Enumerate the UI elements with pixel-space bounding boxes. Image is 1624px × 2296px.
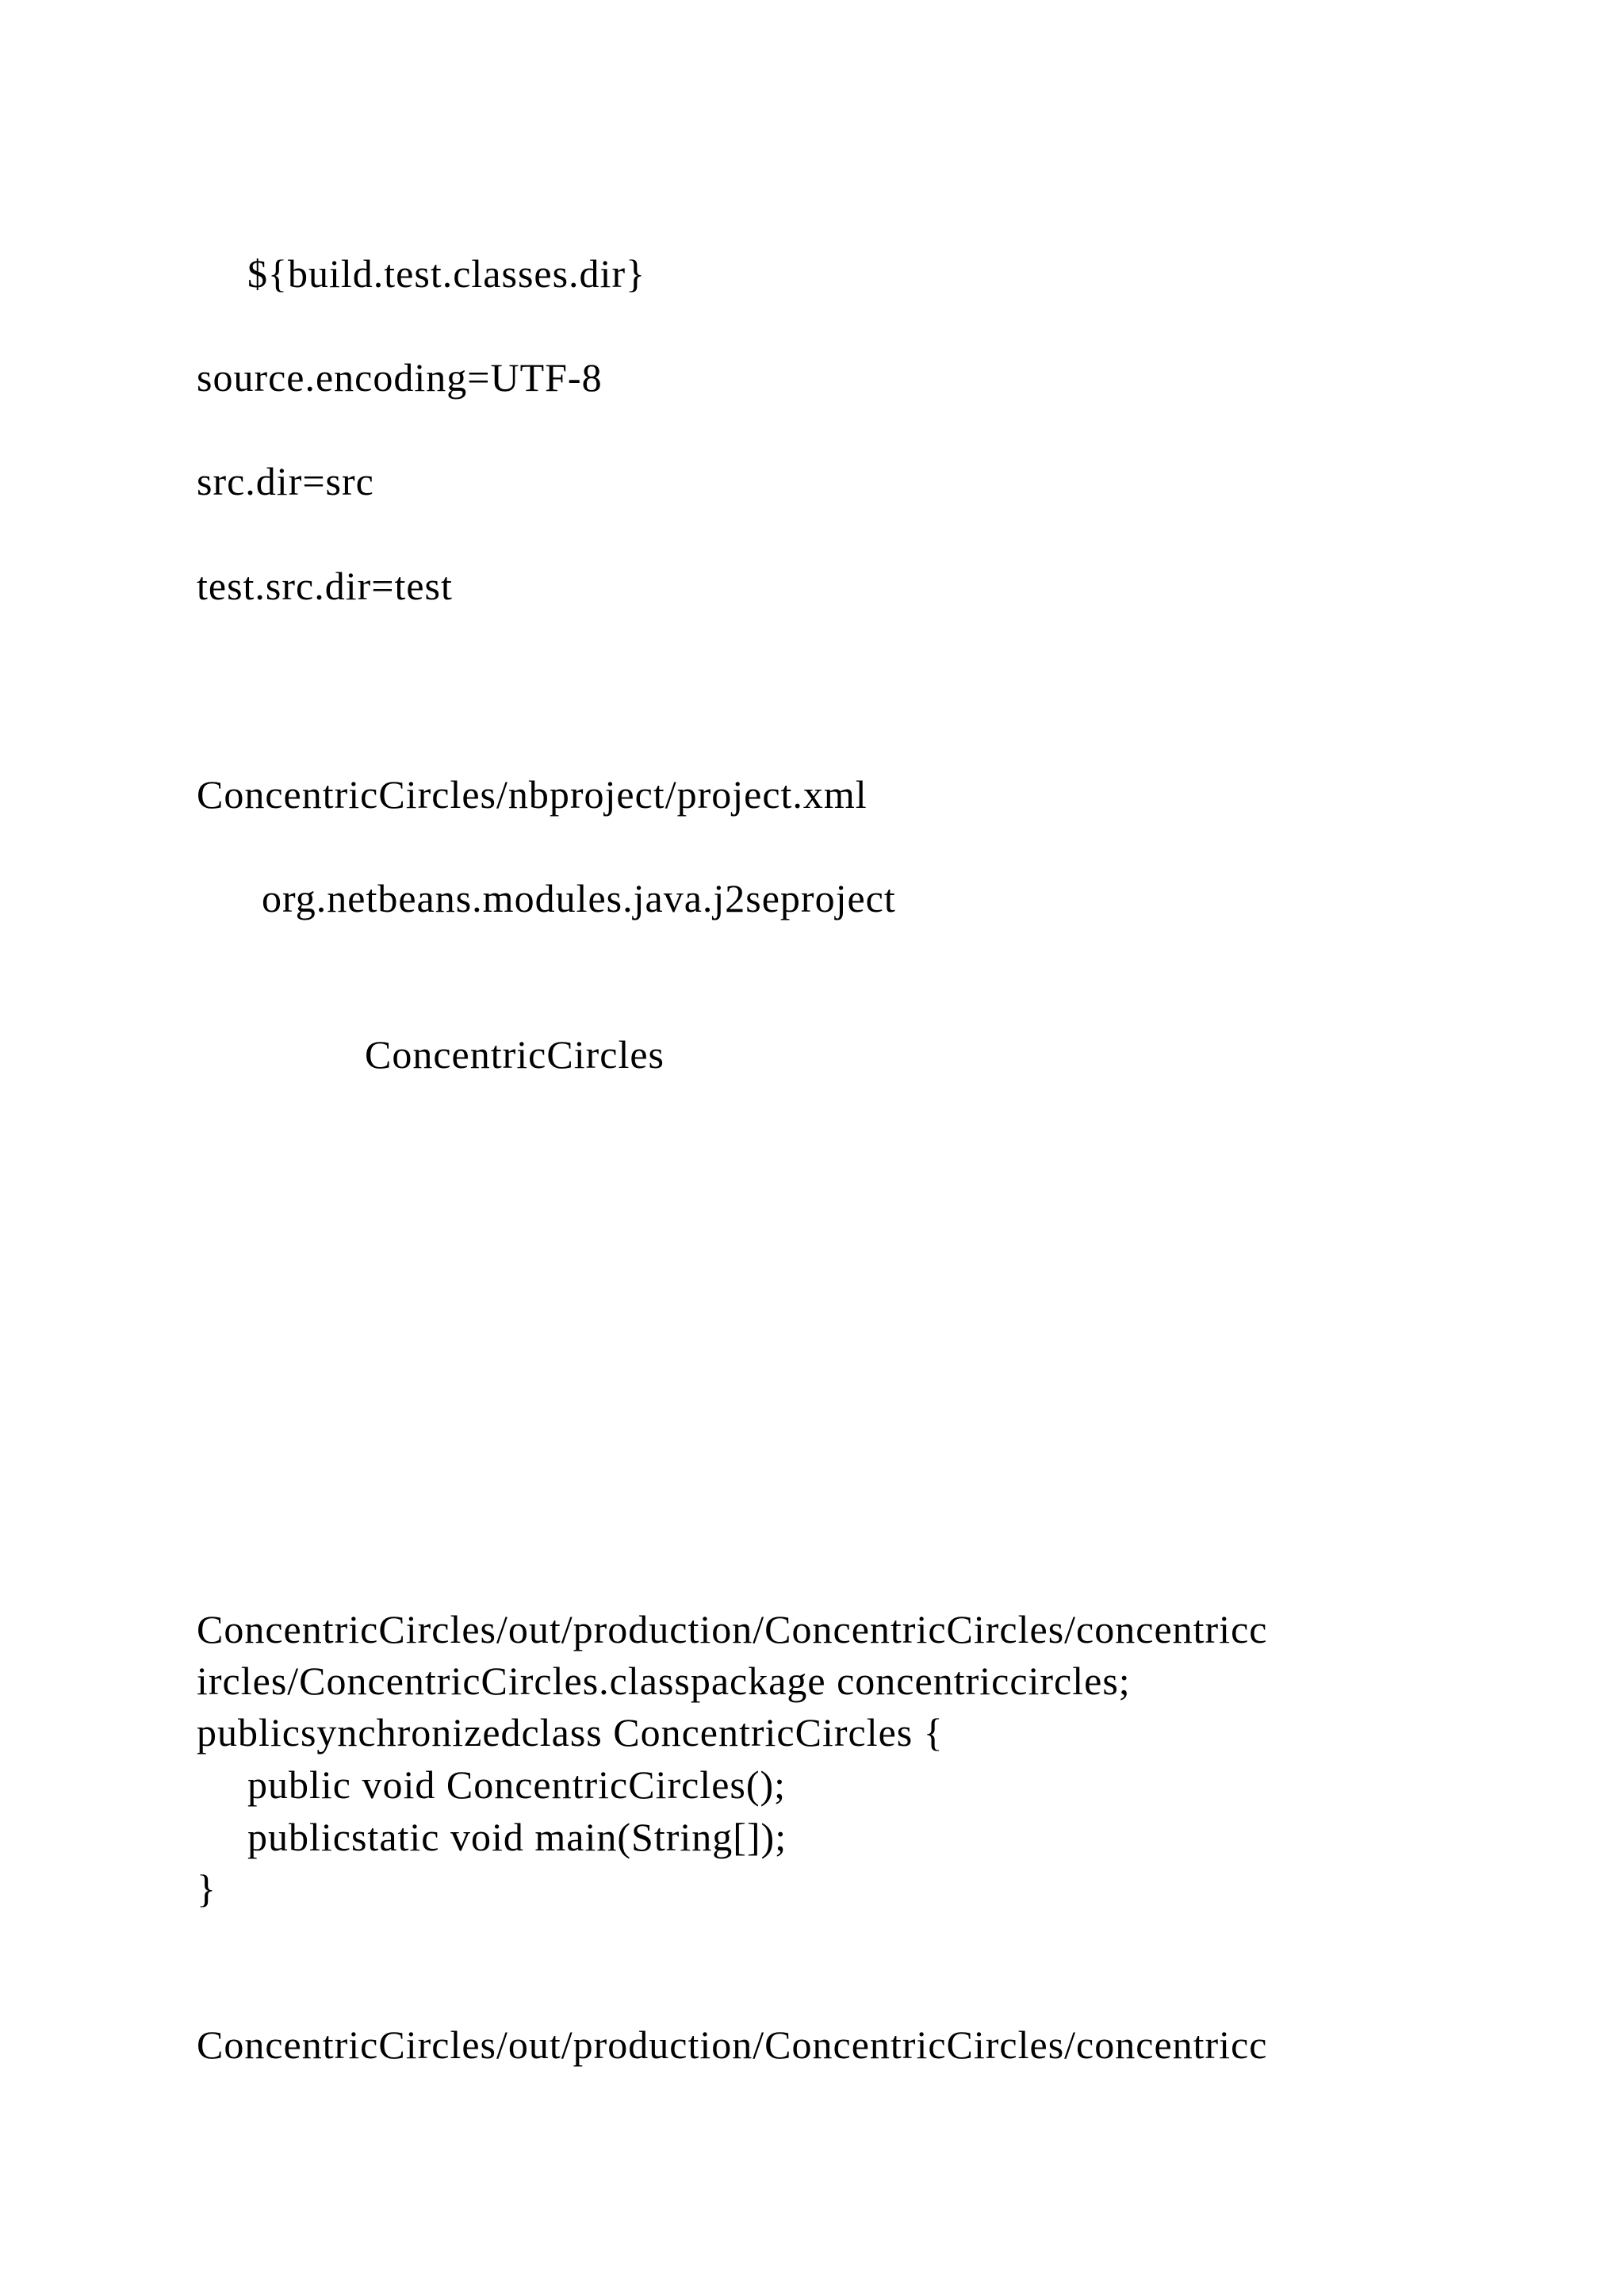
text-line: }: [197, 1866, 216, 1911]
text-line: source.encoding=UTF-8: [197, 355, 603, 400]
text-line: src.dir=src: [197, 459, 374, 503]
text-line: ConcentricCircles/out/production/ConcentricCircles/concentricc: [197, 2022, 1268, 2067]
text-line: publicstatic void main(String[]);: [247, 1815, 787, 1859]
text-line: ConcentricCircles/out/production/ConcentricCircles/concentricc: [197, 1607, 1268, 1651]
text-line: ConcentricCircles: [365, 1032, 665, 1077]
text-line: org.netbeans.modules.java.j2seproject: [262, 876, 896, 920]
text-line: ConcentricCircles/nbproject/project.xml: [197, 772, 868, 817]
text-line: publicsynchronizedclass ConcentricCircles {: [197, 1710, 944, 1755]
text-line: ${build.test.classes.dir}: [247, 251, 646, 296]
text-line: ircles/ConcentricCircles.classpackage concentriccircles;: [197, 1659, 1131, 1703]
text-line: test.src.dir=test: [197, 564, 453, 608]
text-line: public void ConcentricCircles();: [247, 1762, 787, 1807]
